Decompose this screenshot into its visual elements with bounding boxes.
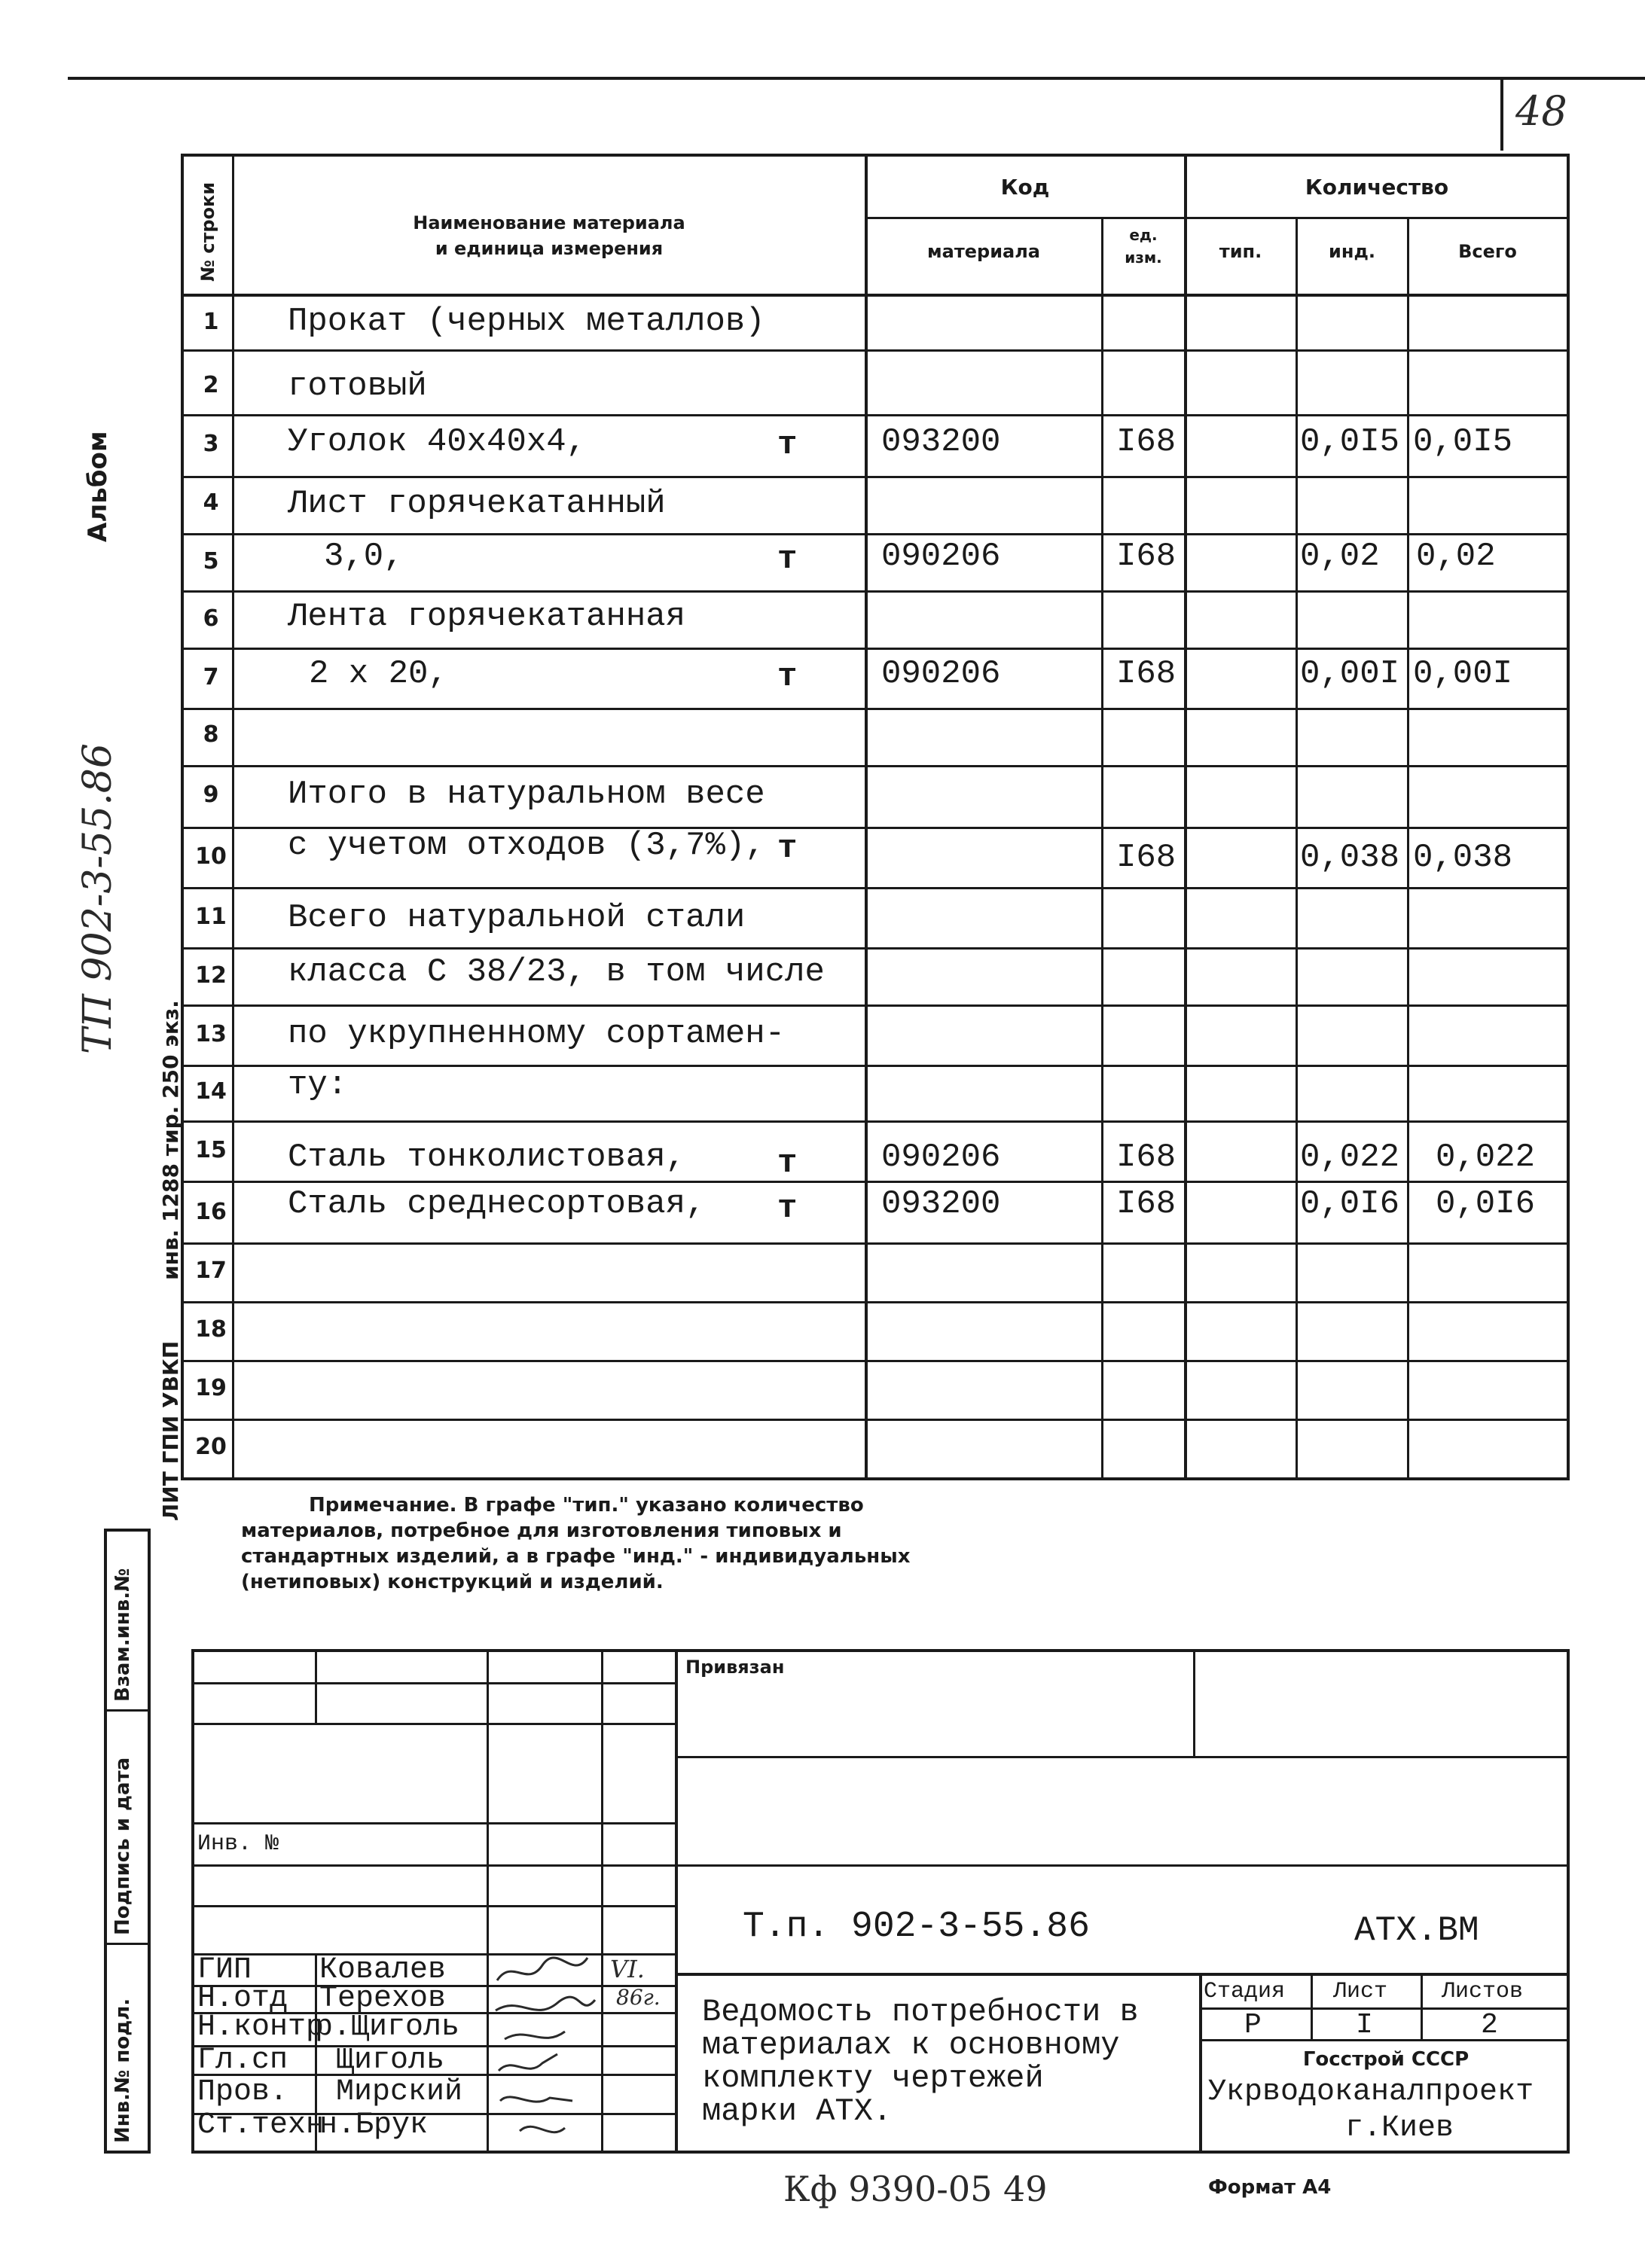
vzam-inv-label: Взам.инв.№ — [111, 1568, 134, 1702]
inv-no-label: Инв. № — [197, 1831, 279, 1857]
header-total: Всего — [1458, 241, 1517, 262]
row-ed: I68 — [1116, 1185, 1177, 1223]
row-unit: т — [777, 658, 798, 696]
attached-label: Привязан — [685, 1657, 785, 1678]
row-line — [181, 765, 1570, 767]
note-line: стандартных изделий, а в графе "инд." - индивидуальных — [241, 1545, 911, 1568]
table-left-border — [181, 154, 184, 1479]
tb-col1 — [315, 1649, 317, 1724]
row-line — [181, 533, 1570, 535]
name-gl-sp: Щиголь — [336, 2044, 445, 2077]
row-ed: I68 — [1116, 423, 1177, 461]
col-sep-code — [1101, 217, 1103, 1479]
col-sep-name — [865, 154, 868, 1479]
tb-stage-left — [1199, 1974, 1202, 2151]
tb-row-line — [191, 1822, 676, 1824]
sign-date-label: Подпись и дата — [111, 1757, 134, 1935]
col-sep-unit — [1184, 154, 1187, 1479]
row-code: 093200 — [881, 1185, 1001, 1223]
row-line — [181, 476, 1570, 478]
name-prov: Мирский — [336, 2075, 463, 2109]
row-line — [181, 1120, 1570, 1123]
top-rule — [68, 77, 1645, 80]
header-row-number: № строки — [197, 181, 218, 282]
sheet-number: 48 — [1515, 87, 1567, 135]
table-right-border — [1567, 154, 1570, 1479]
name-n-kontr: р.Щиголь — [315, 2010, 460, 2044]
row-line — [181, 1419, 1570, 1421]
format-label: Формат А4 — [1208, 2176, 1332, 2199]
margin-frame-left — [104, 1529, 107, 2154]
row-ind: 0,038 — [1300, 839, 1400, 876]
row-code: 090206 — [881, 1139, 1001, 1176]
row-name: ту: — [288, 1066, 348, 1104]
date-month: VI. — [610, 1955, 645, 1983]
row-unit: т — [777, 1145, 798, 1182]
row-name: Сталь тонколистовая, — [288, 1139, 686, 1176]
row-number: 6 — [203, 605, 219, 632]
header-material: материала — [927, 241, 1040, 262]
handwritten-code: ТП 902-3-55.86 — [75, 743, 121, 1054]
row-code: 093200 — [881, 423, 1001, 461]
margin-frame-top — [104, 1529, 151, 1532]
row-code: 090206 — [881, 538, 1001, 575]
row-line — [181, 1181, 1570, 1183]
margin-frame-bottom — [104, 2151, 151, 2154]
row-name: Всего натуральной стали — [288, 899, 746, 937]
row-line — [181, 590, 1570, 593]
row-number: 5 — [203, 548, 219, 575]
row-number: 7 — [203, 664, 219, 690]
row-number: 12 — [195, 962, 227, 989]
row-number: 16 — [195, 1199, 227, 1225]
row-ed: I68 — [1116, 839, 1177, 876]
tb-row-line — [191, 1864, 1568, 1867]
row-ed: I68 — [1116, 538, 1177, 575]
role-n-otd: Н.отд — [197, 1982, 288, 2016]
row-total: 0,0I6 — [1436, 1185, 1536, 1223]
note-line: Примечание. В графе "тип." указано количество — [309, 1494, 864, 1517]
tb-row-line — [191, 1905, 676, 1907]
sheet-number-box-left — [1500, 78, 1503, 151]
row-unit: т — [777, 1190, 798, 1227]
sheets-label: Листов — [1442, 1979, 1524, 2004]
row-total: 0,038 — [1413, 839, 1513, 876]
row-number: 4 — [203, 489, 219, 516]
row-name: готовый — [288, 367, 427, 405]
row-number: 20 — [195, 1434, 227, 1460]
header-code: Код — [1000, 175, 1050, 200]
header-ind: инд. — [1329, 241, 1375, 262]
row-number: 9 — [203, 782, 219, 808]
name-st-tekhn: н.Брук — [319, 2108, 429, 2142]
row-line — [181, 1477, 1570, 1480]
row-number: 10 — [195, 843, 227, 870]
org-line2: Укрводоканалпроект — [1208, 2075, 1534, 2109]
row-ind: 0,00I — [1300, 655, 1400, 693]
row-total: 0,02 — [1416, 538, 1496, 575]
row-unit: т — [777, 426, 798, 464]
row-name: с учетом отходов (3,7%), — [288, 827, 765, 864]
row-number: 14 — [195, 1078, 227, 1105]
header-typ: тип. — [1219, 241, 1262, 262]
lit-label: ЛИТ ГПИ УВКП — [158, 1340, 183, 1521]
table-top-border — [181, 154, 1570, 157]
row-number: 13 — [195, 1021, 227, 1047]
margin-frame-right — [148, 1529, 151, 2154]
row-line — [181, 708, 1570, 710]
stage-label: Стадия — [1204, 1979, 1286, 2004]
stage-value: Р — [1244, 2009, 1262, 2041]
title-line3: комплекту чертежей — [702, 2060, 1044, 2096]
row-ed: I68 — [1116, 1139, 1177, 1176]
row-name: Итого в натуральном весе — [288, 776, 765, 813]
row-number: 15 — [195, 1137, 227, 1163]
row-total: 0,0I5 — [1413, 423, 1513, 461]
org-line1: Госстрой СССР — [1302, 2048, 1470, 2071]
row-name: Лента горячекатанная — [288, 598, 686, 636]
header-sub-line — [866, 217, 1568, 219]
archive-code: Кф 9390-05 49 — [783, 2169, 1048, 2209]
row-line — [181, 648, 1570, 650]
row-number: 8 — [203, 721, 219, 748]
margin-frame-div2 — [104, 1943, 151, 1945]
row-number: 1 — [203, 309, 219, 335]
title-line2: материалах к основному — [702, 2027, 1120, 2063]
col-sep-typ — [1296, 217, 1298, 1479]
row-ind: 0,0I5 — [1300, 423, 1400, 461]
tb-attached-bottom — [676, 1756, 1568, 1758]
signature-marks — [490, 1950, 603, 2151]
row-ind: 0,0I6 — [1300, 1185, 1400, 1223]
row-number: 11 — [195, 904, 227, 930]
document-mark: АТХ.ВМ — [1354, 1911, 1479, 1950]
row-name: Уголок 40х40х4, — [288, 423, 587, 461]
name-n-otd: Терехов — [319, 1982, 447, 2016]
row-number: 18 — [195, 1316, 227, 1343]
album-label: Альбом — [83, 431, 113, 542]
row-name: Прокат (черных металлов) — [288, 303, 765, 340]
row-name: 3,0, — [324, 538, 404, 575]
row-name: Лист горячекатанный — [288, 485, 666, 523]
role-st-tekhn: Ст.техн — [197, 2108, 325, 2142]
row-name: класса С 38/23, в том числе — [288, 953, 825, 991]
role-prov: Пров. — [197, 2075, 288, 2109]
org-line3: г.Киев — [1345, 2111, 1454, 2145]
row-line — [181, 887, 1570, 889]
row-total: 0,00I — [1413, 655, 1513, 693]
name-gip: Ковалев — [319, 1953, 447, 1987]
row-name: 2 х 20, — [309, 655, 448, 693]
row-line — [181, 1301, 1570, 1303]
row-line — [181, 1004, 1570, 1007]
sheet-value: I — [1356, 2009, 1373, 2041]
row-number: 3 — [203, 431, 219, 457]
header-unit-line2: изм. — [1125, 248, 1162, 267]
row-line — [181, 1242, 1570, 1245]
row-line — [181, 1065, 1570, 1067]
row-line — [181, 349, 1570, 352]
title-line4: марки АТХ. — [702, 2093, 893, 2129]
tb-attached-divider — [1193, 1649, 1195, 1757]
header-name-line1: Наименование материала — [413, 212, 685, 233]
tb-row-line — [191, 1723, 676, 1725]
title-line1: Ведомость потребности в — [702, 1994, 1139, 2030]
date-year: 86г. — [616, 1985, 661, 2010]
header-bottom-line — [181, 294, 1570, 297]
row-ind: 0,02 — [1300, 538, 1380, 575]
sheets-value: 2 — [1481, 2009, 1498, 2041]
col-sep-ind — [1407, 217, 1409, 1479]
row-number: 19 — [195, 1375, 227, 1401]
col-sep-rowno — [232, 154, 234, 1479]
row-name: Сталь среднесортовая, — [288, 1185, 706, 1223]
header-quantity: Количество — [1305, 175, 1449, 200]
inv-podl-label: Инв.№ подл. — [111, 1998, 134, 2143]
header-unit-line1: ед. — [1129, 226, 1158, 244]
margin-frame-div1 — [104, 1709, 151, 1712]
tb-top — [191, 1649, 1570, 1652]
row-number: 2 — [203, 372, 219, 398]
row-line — [181, 414, 1570, 416]
row-name: по укрупненному сортамен- — [288, 1015, 786, 1053]
role-gl-sp: Гл.сп — [197, 2044, 288, 2077]
document-code: Т.п. 902-3-55.86 — [743, 1907, 1090, 1947]
role-n-kontr: Н.контр — [197, 2010, 325, 2044]
tb-row-line — [191, 1682, 676, 1684]
note-line: (нетиповых) конструкций и изделий. — [241, 1571, 664, 1593]
header-name-line2: и единица измерения — [435, 238, 664, 259]
row-ed: I68 — [1116, 655, 1177, 693]
row-code: 090206 — [881, 655, 1001, 693]
row-unit: т — [777, 541, 798, 578]
row-ind: 0,022 — [1300, 1139, 1400, 1176]
row-number: 17 — [195, 1257, 227, 1284]
row-line — [181, 1360, 1570, 1362]
tb-bottom — [191, 2151, 1570, 2154]
row-total: 0,022 — [1436, 1139, 1536, 1176]
row-unit: т — [777, 830, 798, 867]
row-line — [181, 947, 1570, 950]
tb-right — [1567, 1649, 1570, 2154]
sheet-label: Лист — [1333, 1979, 1388, 2004]
tb-code-bottom — [676, 1973, 1568, 1976]
note-line: материалов, потребное для изготовления типовых и — [241, 1520, 842, 1542]
role-gip: ГИП — [197, 1953, 252, 1987]
inv-label: инв. 1288 тир. 250 экз. — [158, 1000, 183, 1280]
